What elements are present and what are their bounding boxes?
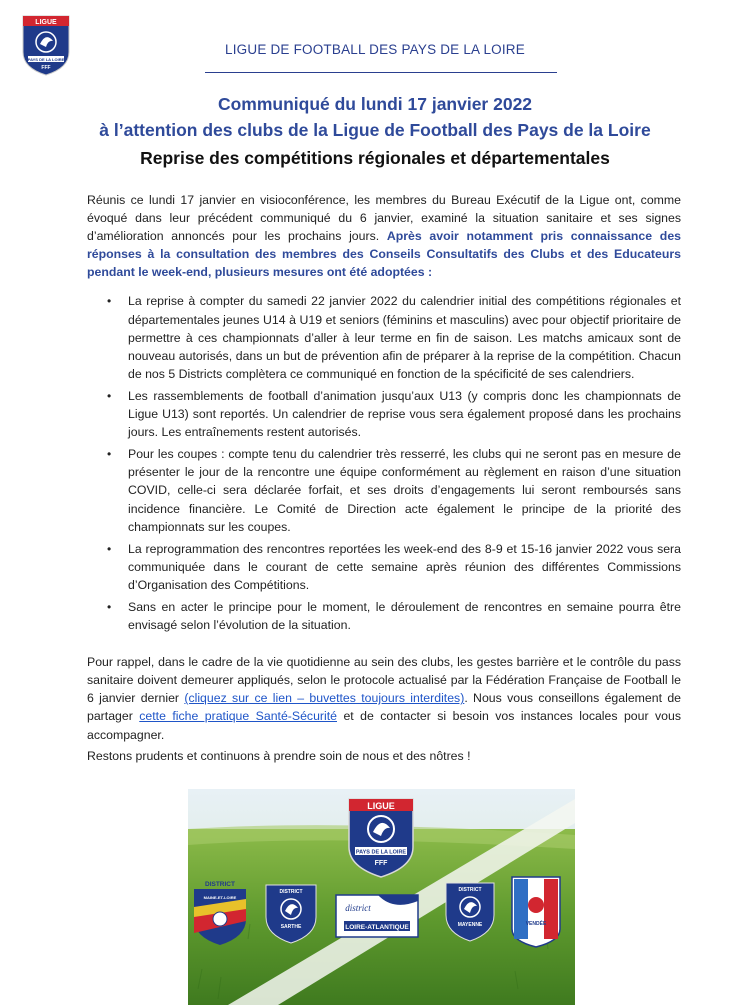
intro-highlight: Après avoir notamment pris connaissance des réponses à la consultation des membres des Conseils Consultatifs des Clubs et des Educateurs pendant le week-end, plusieurs mesures ont été adoptées : xyxy=(87,229,681,280)
center-region-text: PAYS DE LA LOIRE xyxy=(355,849,407,856)
bullet-icon: • xyxy=(107,388,112,403)
ligue-center-logo xyxy=(349,799,413,877)
district-vendee-logo xyxy=(512,877,560,947)
bullet-icon: • xyxy=(107,599,112,614)
district4-word: DISTRICT xyxy=(458,887,482,893)
bullet-icon: • xyxy=(107,447,112,462)
list-item xyxy=(87,540,681,594)
reminder-text: . Nous vous conseillons également de partager xyxy=(87,691,682,724)
list-item xyxy=(87,445,681,535)
logo-region-text: PAYS DE LA LOIRE xyxy=(27,56,65,62)
district5-name: VENDÉE xyxy=(525,921,547,927)
district2-word: DISTRICT xyxy=(279,889,303,895)
district1-name: MAINE-ET-LOIRE xyxy=(203,895,237,900)
communique-body xyxy=(87,191,681,765)
communique-recipients-title: à l’attention des clubs de la Ligue de Football des Pays de la Loire xyxy=(99,120,651,140)
reminder-text: et de contacter si besoin vos instances locales pour vous accompagner. xyxy=(87,709,682,742)
health-sheet-link[interactable]: cette fiche pratique Santé-Sécurité xyxy=(139,709,337,724)
bullet-icon: • xyxy=(107,541,112,556)
district3-word: district xyxy=(345,903,371,913)
header-rule xyxy=(205,72,557,73)
intro-text: Réunis ce lundi 17 janvier en visioconférence, les membres du Bureau Exécutif de la Ligue ont, comme évoqué dans leur précédent communiqué du 6 janvier, examiné la situation sanitaire et ses signes d’amélioration annoncés pour les prochains jours. xyxy=(87,193,681,244)
district-maine-et-loire-logo xyxy=(194,881,246,945)
reminder-paragraph xyxy=(87,653,681,743)
district2-name: SARTHE xyxy=(280,924,302,930)
district4-name: MAYENNE xyxy=(457,922,483,928)
measure-text: La reprogrammation des rencontres reportées les week-end des 8-9 et 15-16 janvier 2022 vous sera communiquée dans le courant de cette semaine après réunion des différentes Commissions d’Organisation des Compétitions. xyxy=(128,541,681,592)
list-item xyxy=(87,598,681,634)
measure-text: Pour les coupes : compte tenu du calendrier très resserré, les clubs qui ne seront pas en mesure de présenter le jour de la rencontre une équipe conformément au règlement en raison d’une situation COVID, celle-ci sera déclarée forfait, et ses droits d’engagements lui seront remboursés sans incidence financière. Le Comité de Direction acte également le principe de la priorité des championnats sur les coupes. xyxy=(128,447,681,534)
center-fff-text: FFF xyxy=(374,860,388,867)
communique-subject-title: Reprise des compétitions régionales et départementales xyxy=(140,148,610,168)
district3-name: LOIRE-ATLANTIQUE xyxy=(345,924,409,931)
district-sarthe-logo xyxy=(266,885,316,943)
logo-fff-text: FFF xyxy=(41,65,51,71)
district-mayenne-logo xyxy=(446,883,494,941)
center-ligue-text: LIGUE xyxy=(367,801,395,811)
communique-date-title: Communiqué du lundi 17 janvier 2022 xyxy=(217,94,533,114)
reminder-text: Pour rappel, dans le cadre de la vie quotidienne au sein des clubs, les gestes barrière et le contrôle du pass sanitaire doivent demeurer appliqués, selon le protocole actualisé par la Fédération Française de Football le 6 janvier dernier xyxy=(87,655,681,706)
bullet-icon: • xyxy=(107,294,112,309)
district-loire-atlantique-logo xyxy=(336,895,418,937)
measure-text: Les rassemblements de football d’animation jusqu’aux U13 (y compris donc les championnats de Ligue U13) sont reportés. Un calendrier de reprise vous sera également proposé dans les prochains jours. Les entraînements restent autorisés. xyxy=(128,388,681,440)
organization-name: LIGUE DE FOOTBALL DES PAYS DE LA LOIRE xyxy=(225,42,525,57)
measure-text: Sans en acter le principe pour le moment, le déroulement de rencontres en semaine pourra être envisagé selon l’évolution de la situation. xyxy=(128,599,681,633)
intro-paragraph xyxy=(87,191,681,281)
district1-word: DISTRICT xyxy=(205,881,235,888)
districts-logos-image xyxy=(188,789,575,1005)
list-item xyxy=(87,387,681,441)
protocol-link[interactable]: (cliquez sur ce lien – buvettes toujours interdites) xyxy=(184,691,465,706)
measures-list xyxy=(87,292,681,634)
logo-ligue-text: LIGUE xyxy=(35,19,57,26)
list-item xyxy=(87,292,681,382)
closing-line: Restons prudents et continuons à prendre soin de nous et des nôtres ! xyxy=(87,748,471,763)
measure-text: La reprise à compter du samedi 22 janvier 2022 du calendrier initial des compétitions régionales et départementales jeunes U14 à U19 et seniors (féminins et masculins) avec pour objectif prioritaire de permettre à ces championnats d’aller à leur terme en fin de saison. Les matchs amicaux sont de nouveau autorisés, dans un but de prévention afin de préparer à la reprise de la compétition. Chacun de nos 5 Districts complètera ce communiqué en fonction de la spécificité de ses calendriers. xyxy=(128,294,681,381)
